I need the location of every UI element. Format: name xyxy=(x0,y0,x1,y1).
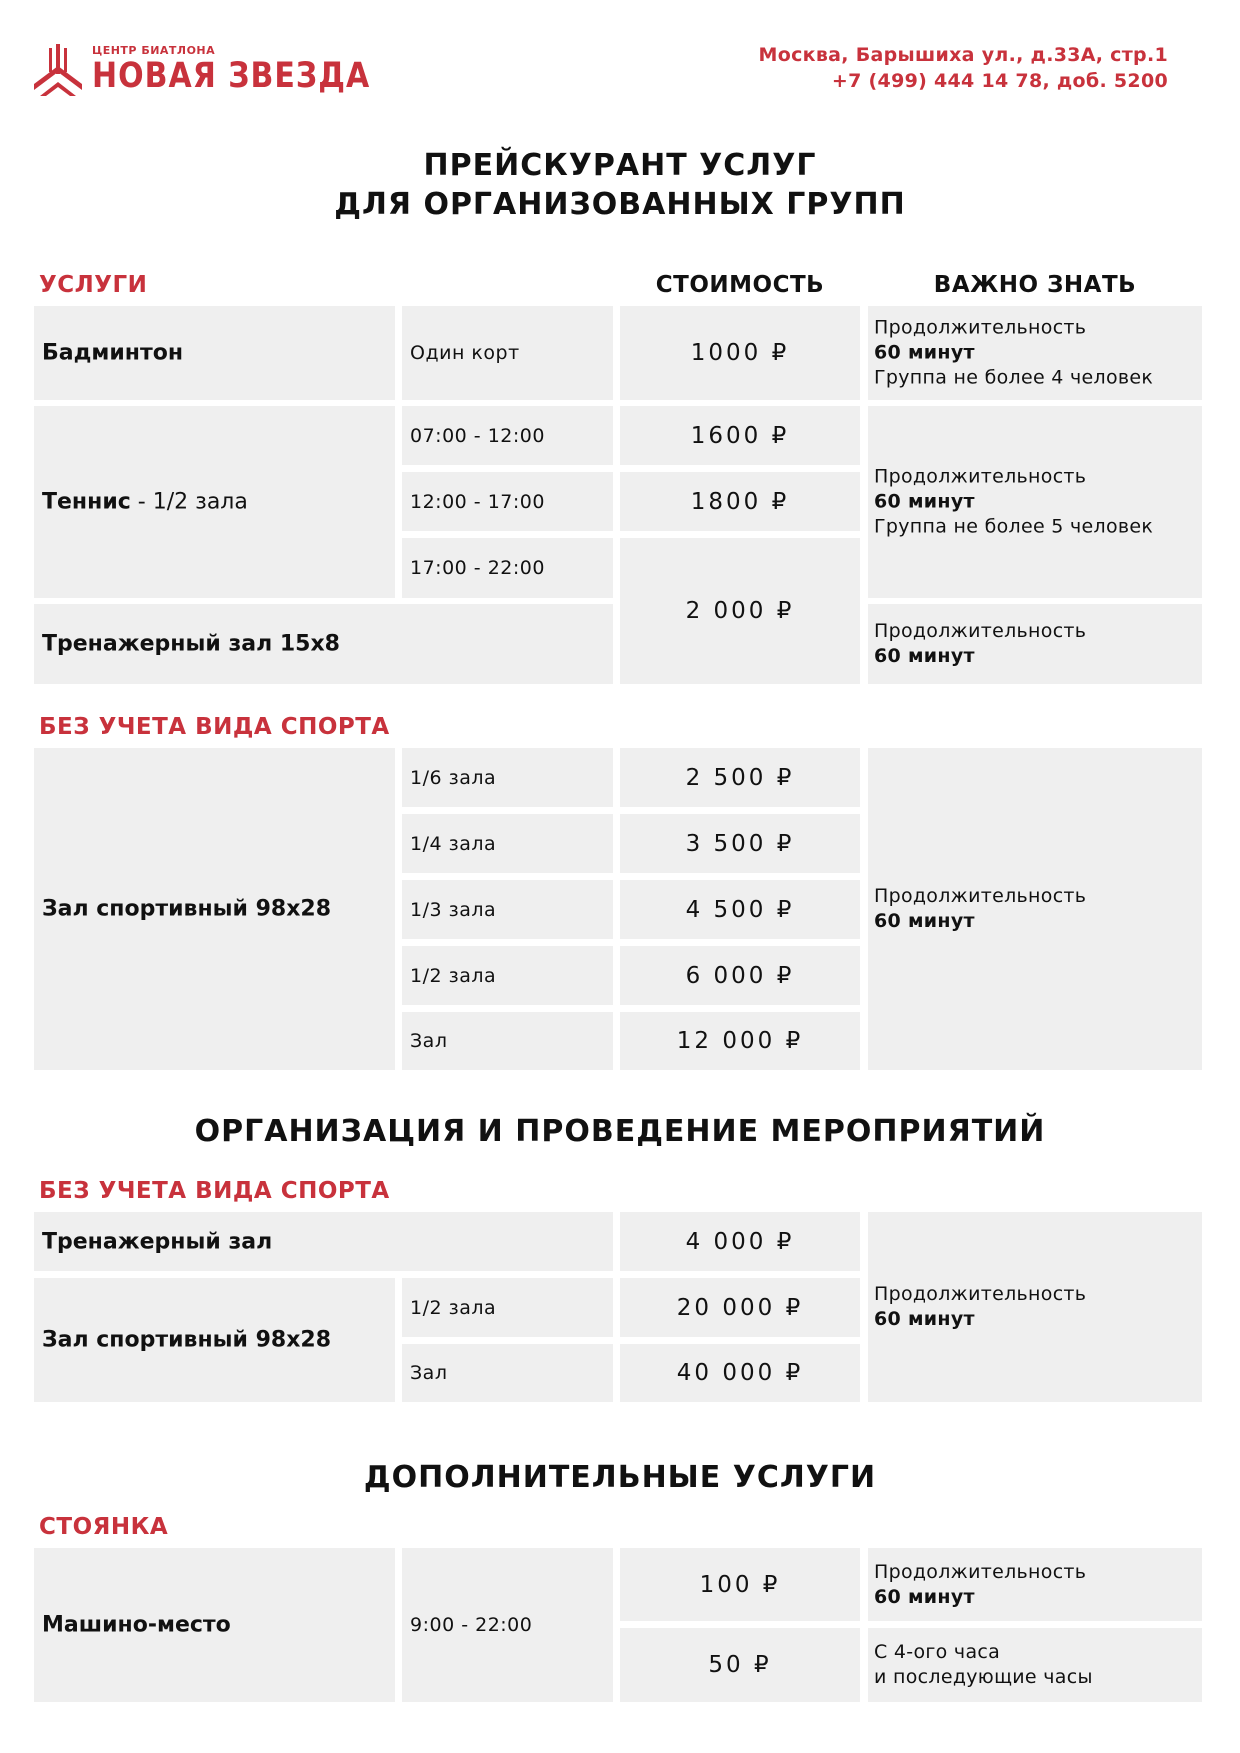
note-text: Продолжительность 60 минут Группа не более 4 человек xyxy=(874,316,1154,389)
time-slot: 12:00 - 17:00 xyxy=(410,490,545,513)
logo-subtitle: ЦЕНТР БИАТЛОНА xyxy=(92,44,216,57)
events-title: ОРГАНИЗАЦИЯ И ПРОВЕДЕНИЕ МЕРОПРИЯТИЙ xyxy=(194,1114,1046,1149)
service-hall xyxy=(34,748,395,1070)
hall-price xyxy=(620,880,860,939)
hall-option xyxy=(402,880,613,939)
service-badminton xyxy=(34,306,395,400)
note-text: Продолжительность 60 минут xyxy=(874,1283,1087,1330)
parking-note-2 xyxy=(868,1628,1202,1702)
tennis-slot-1 xyxy=(402,406,613,465)
option-label: 1/6 зала xyxy=(410,766,497,789)
price-value: 4 500 ₽ xyxy=(685,896,795,923)
price-value: 12 000 ₽ xyxy=(676,1028,804,1054)
hall-option xyxy=(402,946,613,1005)
column-header-services: УСЛУГИ xyxy=(39,272,148,298)
option-label: 1/4 зала xyxy=(410,832,497,855)
note-hall xyxy=(868,748,1202,1070)
price-value: 1600 ₽ xyxy=(690,422,790,449)
parking-price-1 xyxy=(620,1548,860,1621)
column-header-important: ВАЖНО ЗНАТЬ xyxy=(933,272,1137,298)
time-slot: 9:00 - 22:00 xyxy=(410,1614,533,1636)
biathlon-star-icon xyxy=(32,44,84,96)
section-parking: СТОЯНКА xyxy=(39,1514,169,1540)
events-hall-price xyxy=(620,1344,860,1402)
price-value: 2 500 ₽ xyxy=(685,764,795,791)
price-tennis-1 xyxy=(620,406,860,465)
parking-hours xyxy=(402,1548,613,1702)
price-value: 3 500 ₽ xyxy=(685,830,795,857)
option-label: 1/2 зала xyxy=(410,1296,497,1319)
note-events xyxy=(868,1212,1202,1402)
header-address: Москва, Барышиха ул., д.33А, стр.1 xyxy=(758,44,1168,66)
price-value: 4 000 ₽ xyxy=(685,1228,795,1255)
parking-price-2 xyxy=(620,1628,860,1702)
page-title-line-2: ДЛЯ ОРГАНИЗОВАННЫХ ГРУПП xyxy=(334,187,906,222)
page-title-line-1: ПРЕЙСКУРАНТ УСЛУГ xyxy=(423,148,817,183)
price-value: 1000 ₽ xyxy=(690,340,790,366)
hall-price xyxy=(620,946,860,1005)
service-tennis xyxy=(34,406,395,598)
hall-option xyxy=(402,1012,613,1070)
service-gym xyxy=(34,604,613,684)
option-label: 1/3 зала xyxy=(410,898,497,921)
option-label: Зал xyxy=(410,1362,448,1384)
note-text: Продолжительность 60 минут xyxy=(874,1560,1087,1608)
hall-price xyxy=(620,1012,860,1070)
price-value: 20 000 ₽ xyxy=(676,1294,804,1321)
note-badminton xyxy=(868,306,1202,400)
price-value: 1800 ₽ xyxy=(690,488,790,515)
price-shared xyxy=(620,538,860,684)
service-name: Тренажерный зал 15х8 xyxy=(42,631,340,657)
note-text: Продолжительность 60 минут Группа не более 5 человек xyxy=(874,465,1154,538)
events-hall-option xyxy=(402,1344,613,1402)
price-value: 100 ₽ xyxy=(699,1571,781,1598)
events-gym-price xyxy=(620,1212,860,1271)
hall-option xyxy=(402,814,613,873)
price-value: 6 000 ₽ xyxy=(685,962,795,989)
option-label: 1/2 зала xyxy=(410,964,497,987)
service-name: Машино-место xyxy=(42,1612,231,1638)
service-name: Бадминтон xyxy=(42,340,184,366)
events-hall xyxy=(34,1278,395,1402)
time-slot: 07:00 - 12:00 xyxy=(410,424,545,447)
events-hall-option xyxy=(402,1278,613,1337)
section-no-sport: БЕЗ УЧЕТА ВИДА СПОРТА xyxy=(39,714,390,740)
tennis-slot-3 xyxy=(402,538,613,598)
option-label: Один корт xyxy=(410,342,520,364)
header-phone: +7 (499) 444 14 78, доб. 5200 xyxy=(831,70,1168,92)
service-name: Теннис - 1/2 зала xyxy=(42,489,248,515)
price-badminton xyxy=(620,306,860,400)
note-text: Продолжительность 60 минут xyxy=(874,620,1087,667)
events-gym xyxy=(34,1212,613,1271)
price-value: 2 000 ₽ xyxy=(685,598,795,624)
price-value: 50 ₽ xyxy=(708,1652,772,1678)
time-slot: 17:00 - 22:00 xyxy=(410,557,545,579)
column-header-cost: СТОИМОСТЬ xyxy=(655,272,825,298)
logo xyxy=(32,40,371,100)
note-text: С 4-ого часа и последующие часы xyxy=(874,1641,1093,1688)
note-text: Продолжительность 60 минут xyxy=(874,885,1087,932)
price-value: 40 000 ₽ xyxy=(676,1360,804,1386)
note-gym xyxy=(868,604,1202,684)
hall-option xyxy=(402,748,613,807)
option-label: Зал xyxy=(410,1030,448,1052)
logo-title: НОВАЯ ЗВЕЗДА xyxy=(92,56,371,97)
hall-price xyxy=(620,814,860,873)
hall-price xyxy=(620,748,860,807)
parking-note-1 xyxy=(868,1548,1202,1621)
service-name: Зал спортивный 98х28 xyxy=(42,1327,332,1353)
parking-service xyxy=(34,1548,395,1702)
price-tennis-2 xyxy=(620,472,860,531)
service-name: Тренажерный зал xyxy=(42,1229,273,1254)
section-events-no-sport: БЕЗ УЧЕТА ВИДА СПОРТА xyxy=(39,1178,390,1204)
service-name: Зал спортивный 98х28 xyxy=(42,896,332,922)
option-badminton xyxy=(402,306,613,400)
note-tennis xyxy=(868,406,1202,598)
events-hall-price xyxy=(620,1278,860,1337)
extra-title: ДОПОЛНИТЕЛЬНЫЕ УСЛУГИ xyxy=(363,1460,877,1495)
tennis-slot-2 xyxy=(402,472,613,531)
